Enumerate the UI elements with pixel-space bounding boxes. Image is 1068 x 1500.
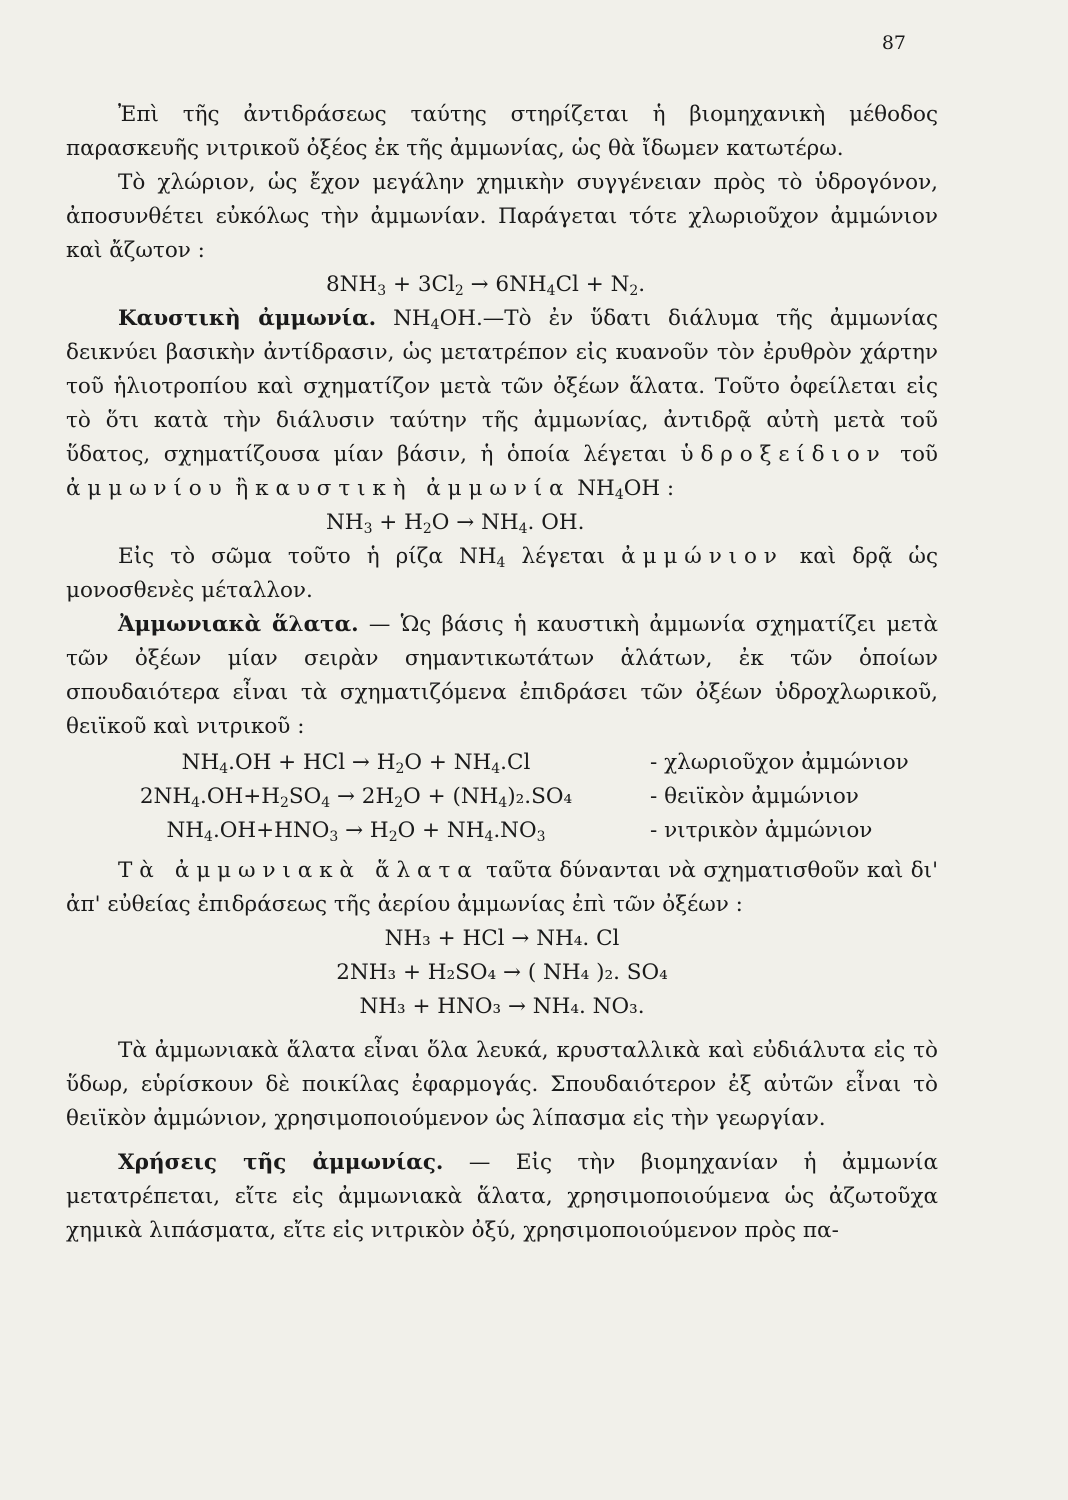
equation-chlorine-ammonia: $8NH_3 + 3Cl_2 \to 6NH_4Cl + N_2$. [326,272,646,299]
section-heading-uses: Χρήσεις τῆς ἀμμωνίας. [118,1150,444,1175]
reaction-row [66,780,938,814]
reaction-row [66,814,938,848]
paragraph-direct-action: Τὰ ἀμμωνιακὰ ἅλατα ταῦτα δύνανται νὰ σχηματισθοῦν καὶ δι' ἀπ' εὐθείας ἐπιδράσεως τῆς ἀερίου ἀμμωνίας ἐπὶ τῶν ὀξέων : [66,858,938,917]
paragraph-nitric-method: Ἐπὶ τῆς ἀντιδράσεως ταύτης στηρίζεται ἡ βιομηχανικὴ μέθοδος παρασκευῆς νιτρικοῦ ὀξέος ἐκ τῆς ἀμμωνίας, ὡς θὰ ἴδωμεν κατωτέρω. [66,102,938,161]
reaction-formula: $2NH_4.OH+H_2SO_4 \to 2H_2O + (NH_4)_2.SO_4$ [139,784,573,811]
term-ammonium-salts: Τὰ ἀμμωνιακὰ ἅλατα [118,858,479,883]
reaction-formula: $NH_4.OH+HNO_3 \to H_2O + NH_4.NO_3$ [166,818,546,845]
equation-direct-h2so4: 2NH₃ + H₂SO₄ → ( NH₄ )₂. SO₄ [336,960,668,985]
paragraph-caustic-ammonia: Καυστικὴ ἀμμωνία. $NH_4OH.—Tὸ$ ἐν ὕδατι διάλυμα τῆς ἀμμωνίας δεικνύει βασικὴν ἀντίδρασιν, ὡς μετατρέπον εἰς κυανοῦν τὸν ἐρυθρὸν χάρτην τοῦ ἡλιοτροπίου καὶ σχηματίζον μετὰ τῶν ὀξέων ἅλατα. Τοῦτο ὀφείλεται εἰς τὸ ὅτι κατὰ τὴν διάλυσιν ταύτην τῆς ἀμμωνίας, ἀντιδρᾷ αὐτὴ μετὰ τοῦ ὕδατος, σχηματίζουσα μίαν βάσιν, ἡ ὁποία λέγεται ὑδροξείδιον τοῦ ἀμμωνίου ἢ καυστικὴ ἀμμωνία $NH_4OH$ : [66,306,938,503]
section-heading-caustic: Καυστικὴ ἀμμωνία. [118,306,377,331]
paragraph-ammonia-uses: Χρήσεις τῆς ἀμμωνίας. — Εἰς τὴν βιομηχανίαν ἡ ἀμμωνία μετατρέπεται, εἴτε εἰς ἀμμωνιακὰ ἅλατα, χρησιμοποιούμενα ὡς ἀζωτοῦχα χημικὰ λιπάσματα, εἴτε εἰς νιτρικὸν ὀξύ, χρησιμοποιούμενον πρὸς πα- [66,1150,938,1243]
term-caustic-ammonia: καυστικὴ ἀμμωνία [255,476,571,501]
term-ammonium: ἀμμωνίου [66,476,229,501]
term-ammonium-root: ἀμμώνιον [621,544,784,569]
reaction-product-name: - χλωριοῦχον ἀμμώνιον [650,750,909,775]
reaction-product-name: - θειϊκὸν ἀμμώνιον [650,784,859,809]
paragraph-chlorine: Τὸ χλώριον, ὡς ἔχον μεγάλην χημικὴν συγγένειαν πρὸς τὸ ὑδρογόνον, ἀποσυνθέτει εὐκόλως τὴν ἀμμωνίαν. Παράγεται τότε χλωριοῦχον ἀμμώνιον καὶ ἄζωτον : [66,170,938,263]
reaction-product-name: - νιτρικὸν ἀμμώνιον [650,818,873,843]
reaction-formula: $NH_4.OH$ + HCl → $H_2O + NH_4.Cl$ [181,750,531,777]
equation-direct-hno3: NH₃ + HNO₃ → NH₄. NO₃. [359,994,645,1019]
term-hydroxide: ὑδροξείδιον [680,442,887,467]
reaction-row [66,746,938,780]
paragraph-salt-properties: Τὰ ἀμμωνιακὰ ἅλατα εἶναι ὅλα λευκά, κρυσταλλικὰ καὶ εὐδιάλυτα εἰς τὸ ὕδωρ, εὑρίσκουν δὲ ποικίλας ἐφαρμογάς. Σπουδαιότερον ἐξ αὐτῶν εἶναι τὸ θειϊκὸν ἀμμώνιον, χρησιμοποιούμενον ὡς λίπασμα εἰς τὴν γεωργίαν. [66,1038,938,1131]
paragraph-ammonium-salts: Ἀμμωνιακὰ ἅλατα. — Ὡς βάσις ἡ καυστικὴ ἀμμωνία σχηματίζει μετὰ τῶν ὀξέων μίαν σειρὰν σημαντικωτάτων ἁλάτων, ἐκ τῶν ὁποίων σπουδαιότερα εἶναι τὰ σχηματιζόμενα ἐπιδράσει τῶν ὀξέων ὑδροχλωρικοῦ, θειϊκοῦ καὶ νιτρικοῦ : [66,612,938,739]
page-body [66,98,938,1248]
section-heading-salts: Ἀμμωνιακὰ ἅλατα. [118,612,359,637]
equation-direct-hcl: NH₃ + HCl → NH₄. Cl [384,926,620,951]
page-number: 87 [881,32,906,54]
equation-ammonia-water: $NH_3 + H_2O \to NH_4$. OH. [326,510,585,537]
paragraph-ammonium-root: Εἰς τὸ σῶμα τοῦτο ἡ ρίζα $NH_4$ λέγεται ἀμμώνιον καὶ δρᾷ ὡς μονοσθενὲς μέταλλον. [66,544,938,603]
reaction-list [66,746,938,848]
